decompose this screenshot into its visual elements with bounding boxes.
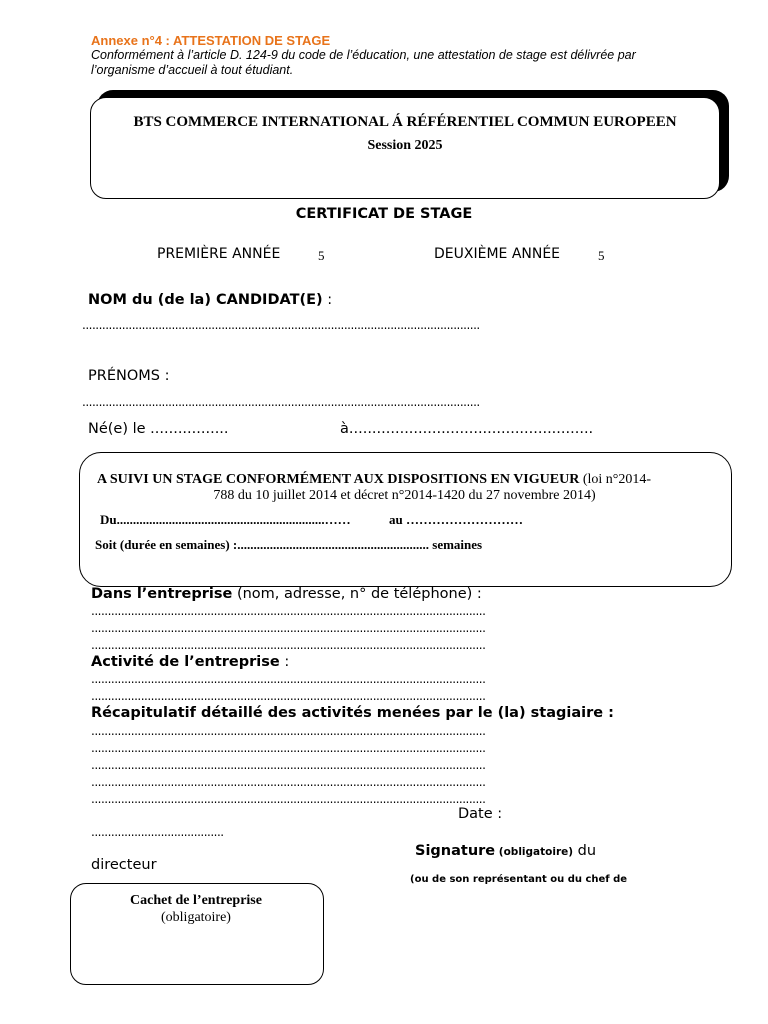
activity-label-bold: Activité de l’entreprise xyxy=(91,654,280,670)
activity-label xyxy=(91,654,289,670)
first-year-label: PREMIÈRE ANNÉE xyxy=(157,246,281,262)
birth-place-field[interactable]: à..................................................... xyxy=(340,421,594,437)
internship-start-field[interactable]: Du................................................................…… xyxy=(100,512,351,527)
recap-label: Récapitulatif détaillé des activités menées par le (la) stagiaire : xyxy=(91,705,614,721)
candidate-name-colon: : xyxy=(322,292,333,308)
activity-field-line[interactable]: ....................................................................................................................... xyxy=(91,689,486,703)
company-stamp-title: Cachet de l’entreprise xyxy=(130,893,262,908)
company-label-details: (nom, adresse, n° de téléphone) : xyxy=(232,586,482,602)
recap-field-line[interactable]: ....................................................................................................................... xyxy=(91,775,486,789)
candidate-name-label-text: NOM du (de la) CANDIDAT(E) xyxy=(88,292,323,308)
internship-end-field[interactable]: au ……………………… xyxy=(389,512,523,527)
company-field-line[interactable]: ....................................................................................................................... xyxy=(91,604,486,618)
date-field[interactable]: ........................................ xyxy=(91,825,224,839)
company-field-line[interactable]: ....................................................................................................................... xyxy=(91,621,486,635)
recap-field-line[interactable]: ....................................................................................................................... xyxy=(91,741,486,755)
director-label: directeur xyxy=(91,857,157,873)
signature-label-bold: Signature xyxy=(415,843,496,859)
internship-statement-line1 xyxy=(97,472,651,488)
company-label-bold: Dans l’entreprise xyxy=(91,586,233,602)
recap-field-line[interactable]: ....................................................................................................................... xyxy=(91,792,486,806)
company-field-line[interactable]: ....................................................................................................................... xyxy=(91,638,486,652)
session-label: Session 2025 xyxy=(367,138,443,153)
activity-field-line[interactable]: ....................................................................................................................... xyxy=(91,672,486,686)
firstnames-field[interactable]: ........................................................................................................................ xyxy=(82,395,480,409)
firstnames-label: PRÉNOMS : xyxy=(88,368,170,384)
signature-label xyxy=(415,840,596,859)
internship-duration-field[interactable]: Soit (durée en semaines) :........................................................... semaines xyxy=(95,537,483,552)
signature-du: du xyxy=(573,843,597,859)
second-year-checkbox[interactable]: 5 xyxy=(598,248,605,263)
birth-date-field[interactable]: Né(e) le ................. xyxy=(88,421,229,437)
internship-statement-bold: A SUIVI UN STAGE CONFORMÉMENT AUX DISPOSITIONS EN VIGUEUR xyxy=(97,472,580,487)
representative-note: (ou de son représentant ou du chef de xyxy=(410,874,628,885)
diploma-title: BTS COMMERCE INTERNATIONAL Á RÉFÉRENTIEL COMMUN EUROPEEN xyxy=(133,114,677,130)
internship-law-ref: (loi n°2014- xyxy=(579,472,652,487)
intro-text: Conformément à l’article D. 124-9 du code de l’éducation, une attestation de stage est délivrée par l’organisme d’accueil à tout étudiant. xyxy=(91,48,636,77)
second-year-label: DEUXIÈME ANNÉE xyxy=(434,246,561,262)
internship-statement-line2: 788 du 10 juillet 2014 et décret n°2014-1420 du 27 novembre 2014) xyxy=(213,488,596,503)
first-year-checkbox[interactable]: 5 xyxy=(318,248,325,263)
annex-title: Annexe n°4 : ATTESTATION DE STAGE xyxy=(91,33,331,48)
candidate-name-field[interactable]: ........................................................................................................................ xyxy=(82,318,480,332)
candidate-name-label xyxy=(88,292,332,308)
recap-field-line[interactable]: ....................................................................................................................... xyxy=(91,724,486,738)
company-label xyxy=(91,586,482,602)
activity-label-colon: : xyxy=(279,654,290,670)
recap-field-line[interactable]: ....................................................................................................................... xyxy=(91,758,486,772)
company-stamp-subtitle: (obligatoire) xyxy=(161,910,231,925)
certificate-title: CERTIFICAT DE STAGE xyxy=(295,206,473,222)
date-label: Date : xyxy=(458,806,503,822)
signature-mandatory: (obligatoire) xyxy=(495,846,574,858)
